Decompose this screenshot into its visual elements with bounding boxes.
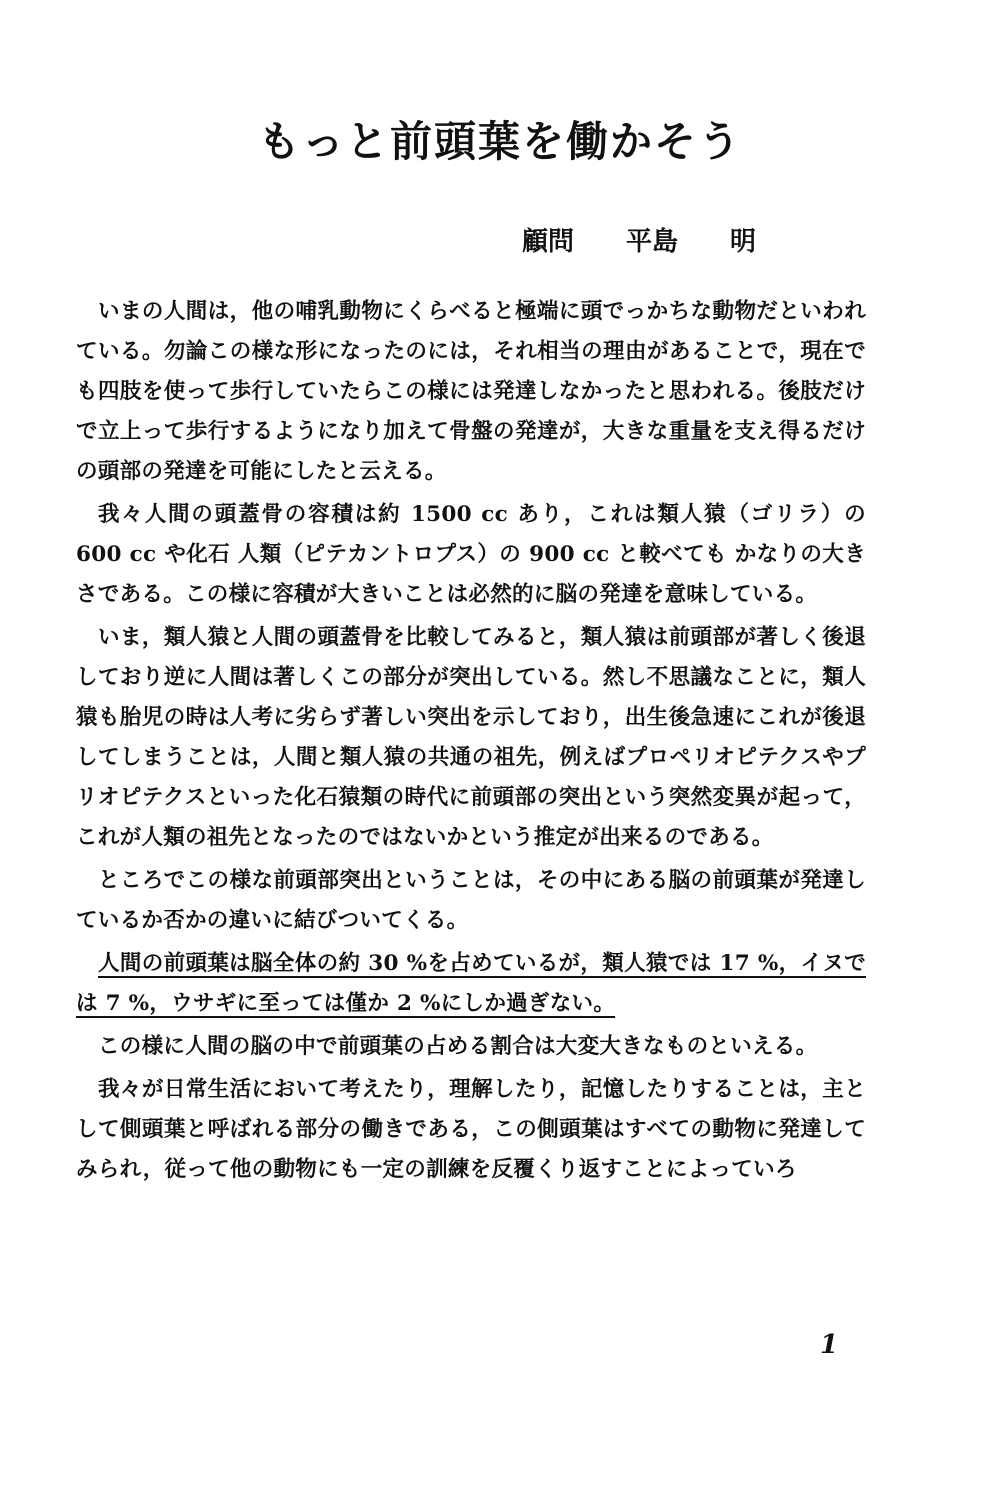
author-byline: 顧問 平島 明 — [522, 227, 757, 257]
paragraph: いま，類人猿と人間の頭蓋骨を比較してみると，類人猿は前頭部が著しく後退しており逆に人間は著しくこの部分が突出している。然し不思議なことに，類人猿も胎児の時は人考に劣らず著しい突出を示しており，出生後急速にこれが後退してしまうことは，人間と類人猿の共通の祖先，例えばプロペリオピテクスやプリオピテクスといった化石猿類の時代に前頭部の突出という突然変異が起って，これが人類の祖先となったのではないかという推定が出来るのである。 — [76, 625, 866, 850]
paragraph: いまの人間は，他の哺乳動物にくらべると極端に頭でっかちな動物だといわれている。勿論この様な形になったのには，それ相当の理由があることで，現在でも四肢を使って歩行していたらこの様には発達しなかったと思われる。後肢だけで立上って歩行するようになり加えて骨盤の発達が，大きな重量を支え得るだけの頭部の発達を可能にしたと云える。 — [76, 299, 866, 484]
page-number: 1 — [820, 1330, 839, 1360]
paragraph: この様に人間の脳の中で前頭葉の占める割合は大変大きなものといえる。 — [98, 1034, 818, 1059]
paragraph: ところでこの様な前頭部突出ということは，その中にある脳の前頭葉が発達しているか否かの違いに結びついてくる。 — [76, 868, 866, 933]
paragraph: 我々が日常生活において考えたり，理解したり，記憶したりすることは，主として側頭葉と呼ばれる部分の働きである，この側頭葉はすべての動物に発達してみられ，従って他の動物にも一定の訓練を反覆くり返すことによっていろ — [76, 1077, 866, 1182]
paragraph: 我々人間の頭蓋骨の容積は約 1500 cc あり，これは類人猿（ゴリラ）の 600 cc や化石 人類（ピテカントロプス）の 900 cc と較べても かなりの大きさである。この様に容積が大きいことは必然的に脳の発達を意味している。 — [76, 502, 866, 607]
article-body — [76, 292, 866, 1193]
article-title: もっと前頭葉を働かそう — [257, 117, 742, 166]
paragraph-underlined — [76, 944, 866, 1024]
underlined-statement: 人間の前頭葉は脳全体の約 30 %を占めているが，類人猿では 17 %，イヌでは 7 %，ウサギに至っては僅か 2 %にしか過ぎない。 — [76, 951, 866, 1016]
